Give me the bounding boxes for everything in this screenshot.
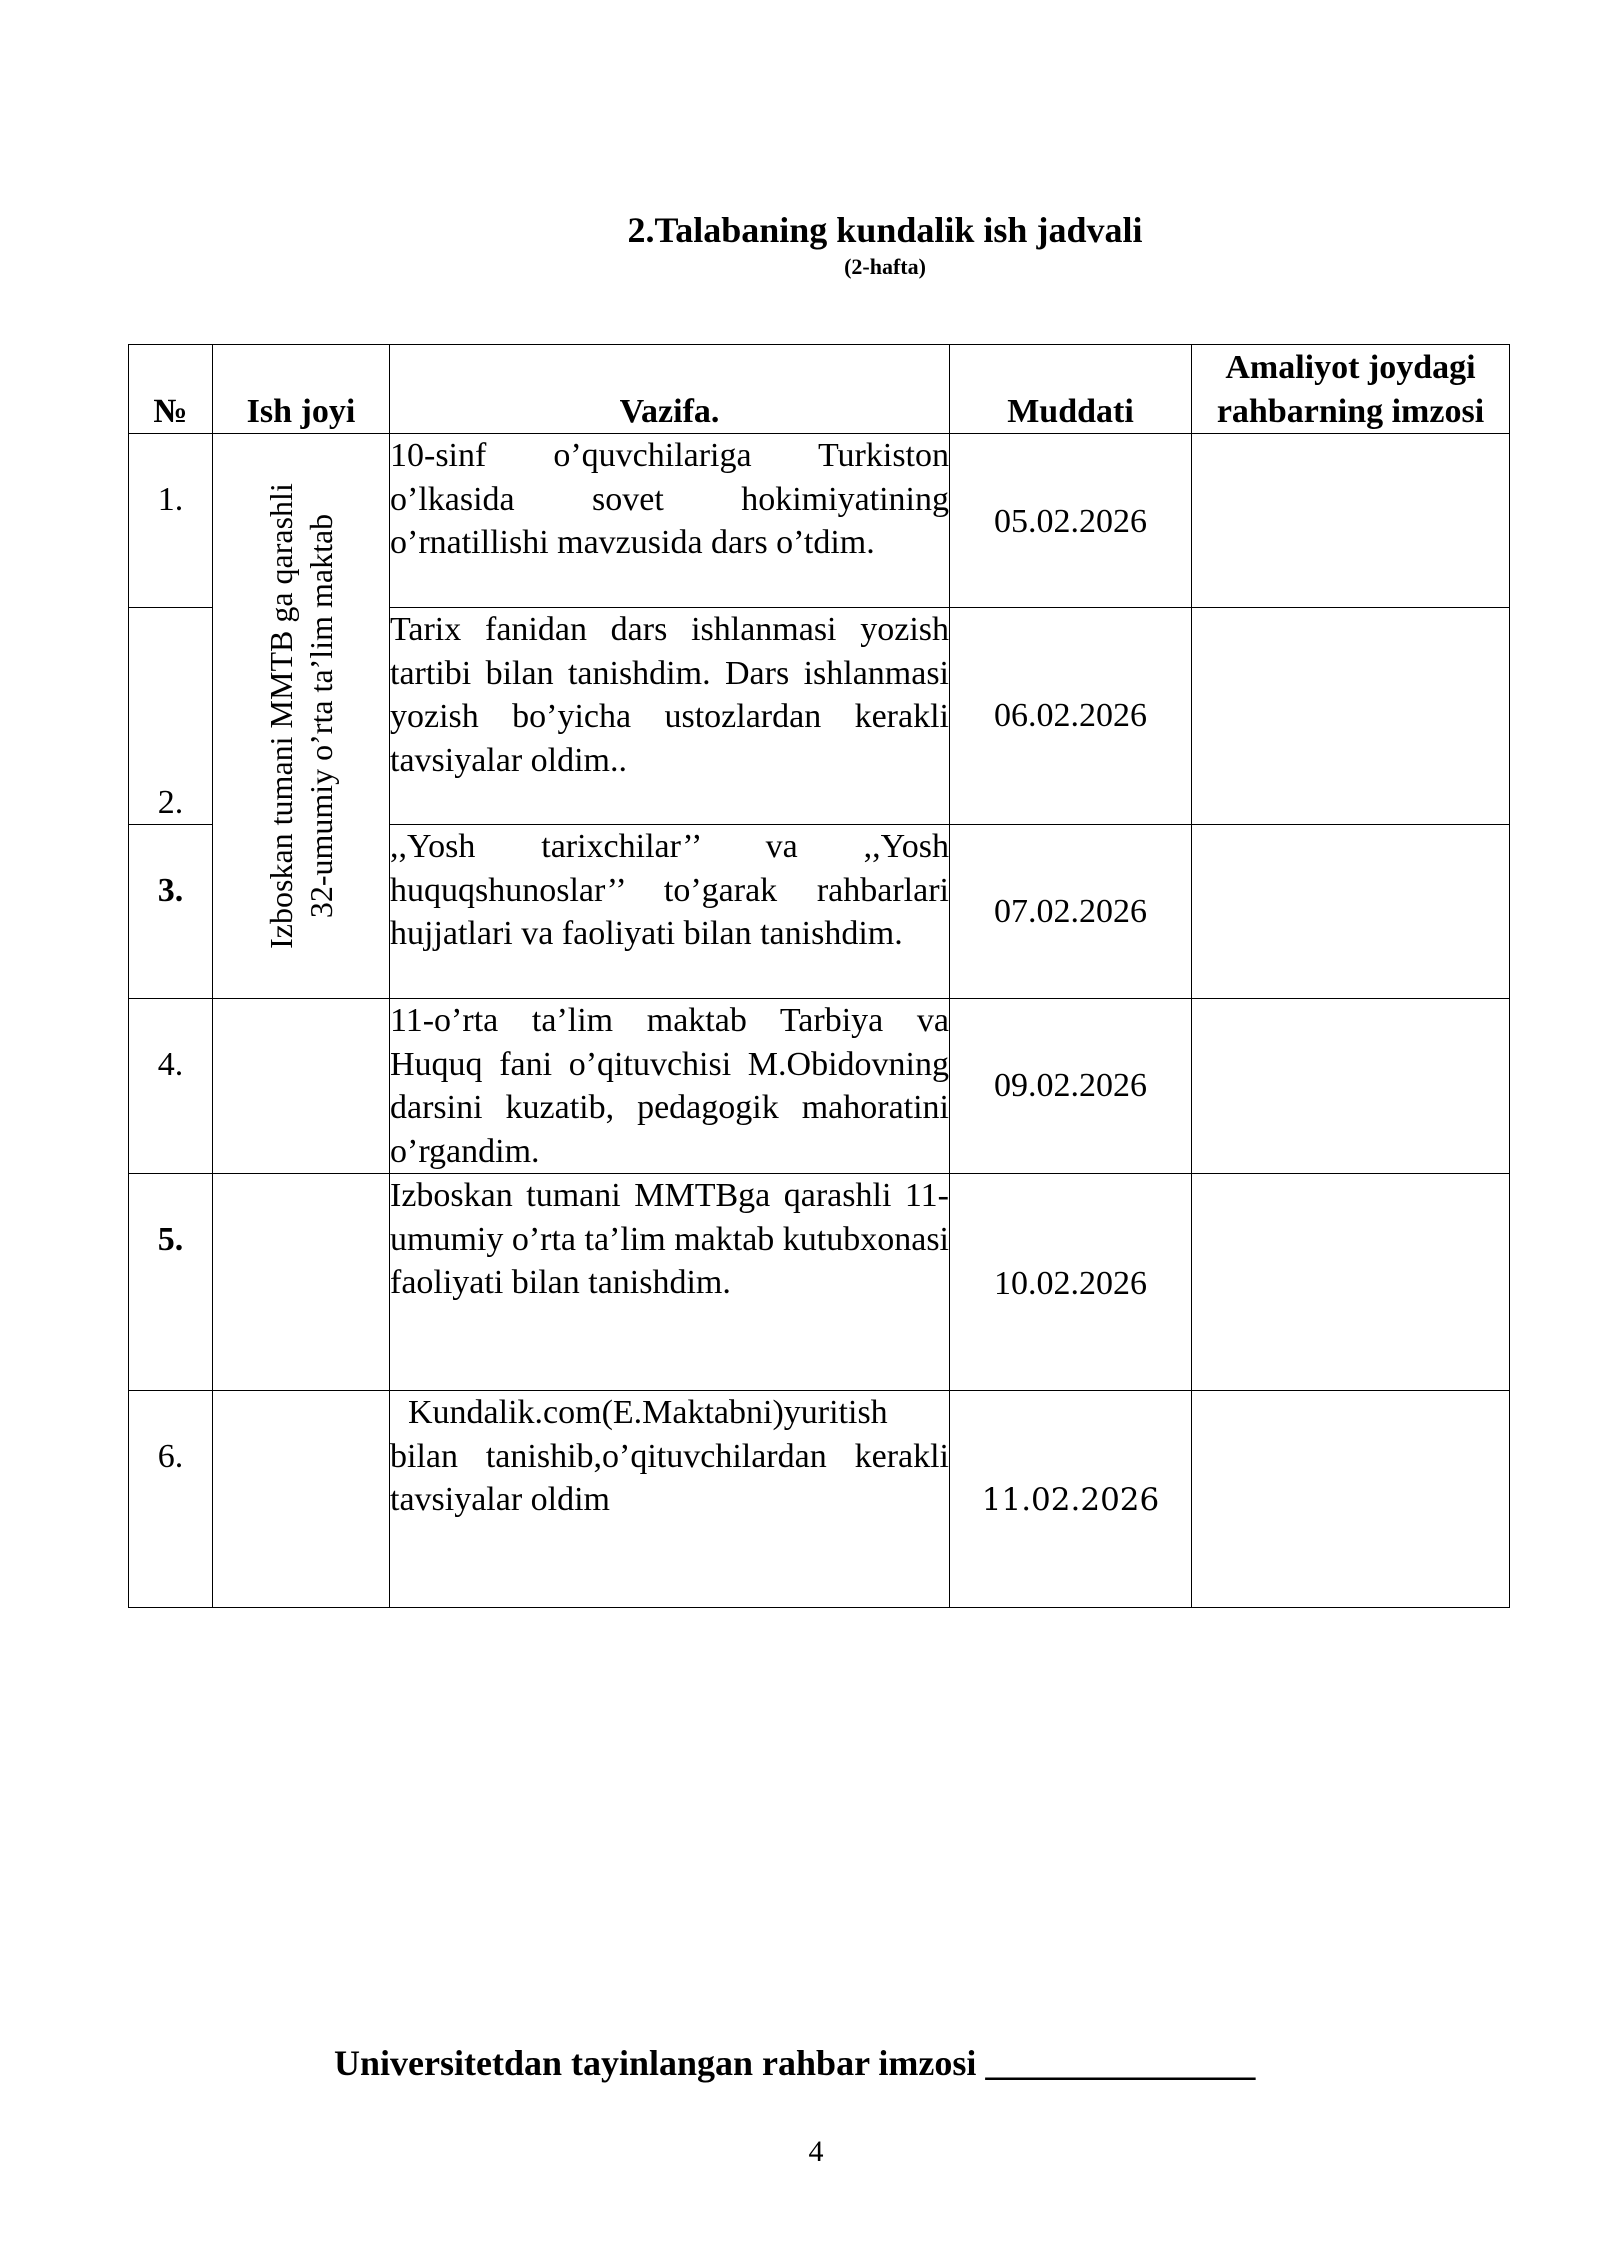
row-number: 5. <box>129 1174 213 1391</box>
page-number: 4 <box>808 2135 824 2168</box>
task-text: Tarix fanidan dars ishlanmasi yozish tartibi bilan tanishdim. Dars ishlanmasi yozish bo’yicha ustozlardan kerakli tavsiyalar oldim.. <box>390 611 949 779</box>
supervisor-signature-line: Universitetdan tayinlangan rahbar imzosi _______________ <box>334 2043 1256 2083</box>
work-place-empty <box>213 1174 390 1391</box>
row-number: 3. <box>129 825 213 999</box>
signature-cell <box>1192 434 1510 608</box>
task-text: Kundalik.com(E.Maktabni)yuritish bilan tanishib,o’qituvchilardan kerakli tavsiyalar oldim <box>390 1394 949 1518</box>
work-place-text <box>261 483 341 949</box>
task-cell <box>390 434 950 608</box>
table-row <box>129 434 1510 608</box>
signature-cell <box>1192 1174 1510 1391</box>
task-text: Izboskan tumani MMTBga qarashli 11-umumiy o’rta ta’lim maktab kutubxonasi faoliyati bilan tanishdim. <box>390 1177 950 1301</box>
task-text: 10-sinf o’quvchilariga Turkiston o’lkasida sovet hokimiyatining o’rnatillishi mavzusida dars o’tdim. <box>390 437 949 561</box>
date-cell: 06.02.2026 <box>950 608 1192 825</box>
page-subtitle: (2-hafta) <box>844 254 926 279</box>
work-place-empty <box>213 999 390 1174</box>
row-number: 4. <box>129 999 213 1174</box>
date-cell: 11.02.2026 <box>950 1391 1192 1608</box>
task-text: 11-o’rta ta’lim maktab Tarbiya va Huquq fani o’qituvchisi M.Obidovning darsini kuzatib, pedagogik mahoratini o’rgandim. <box>390 1002 949 1170</box>
header-task: Vazifa. <box>390 345 950 434</box>
row-number: 2. <box>129 608 213 825</box>
header-number: № <box>129 345 213 434</box>
date-cell: 05.02.2026 <box>950 434 1192 608</box>
work-place-line2: 32-umumiy o’rta ta’lim maktab <box>303 513 339 919</box>
header-deadline: Muddati <box>950 345 1192 434</box>
table-row <box>129 1391 1510 1608</box>
task-cell <box>390 1174 950 1391</box>
date-cell: 07.02.2026 <box>950 825 1192 999</box>
date-cell: 10.02.2026 <box>950 1174 1192 1391</box>
signature-cell <box>1192 999 1510 1174</box>
header-signature-line2: rahbarning imzosi <box>1216 392 1485 430</box>
signature-cell <box>1192 1391 1510 1608</box>
work-place-cell <box>213 434 390 999</box>
daily-work-table <box>128 344 1510 1608</box>
work-place-line1: Izboskan tumani MMTB ga qarashli <box>263 483 299 949</box>
task-cell <box>390 608 950 825</box>
signature-cell <box>1192 825 1510 999</box>
task-cell <box>390 1391 950 1608</box>
date-cell: 09.02.2026 <box>950 999 1192 1174</box>
header-signature-line1: Amaliyot joydagi <box>1225 349 1476 386</box>
row-number: 1. <box>129 434 213 608</box>
header-place: Ish joyi <box>213 345 390 434</box>
signature-cell <box>1192 608 1510 825</box>
page-title: 2.Talabaning kundalik ish jadvali <box>627 210 1143 250</box>
task-cell <box>390 825 950 999</box>
task-cell <box>390 999 950 1174</box>
table-row <box>129 1174 1510 1391</box>
row-number: 6. <box>129 1391 213 1608</box>
table-header-row <box>129 345 1510 434</box>
task-text: ,,Yosh tarixchilar’’ va ,,Yosh huquqshunoslar’’ to’garak rahbarlari hujjatlari va faoliyati bilan tanishdim. <box>390 828 949 952</box>
work-place-empty <box>213 1391 390 1608</box>
header-signature <box>1192 345 1510 434</box>
table-row <box>129 999 1510 1174</box>
